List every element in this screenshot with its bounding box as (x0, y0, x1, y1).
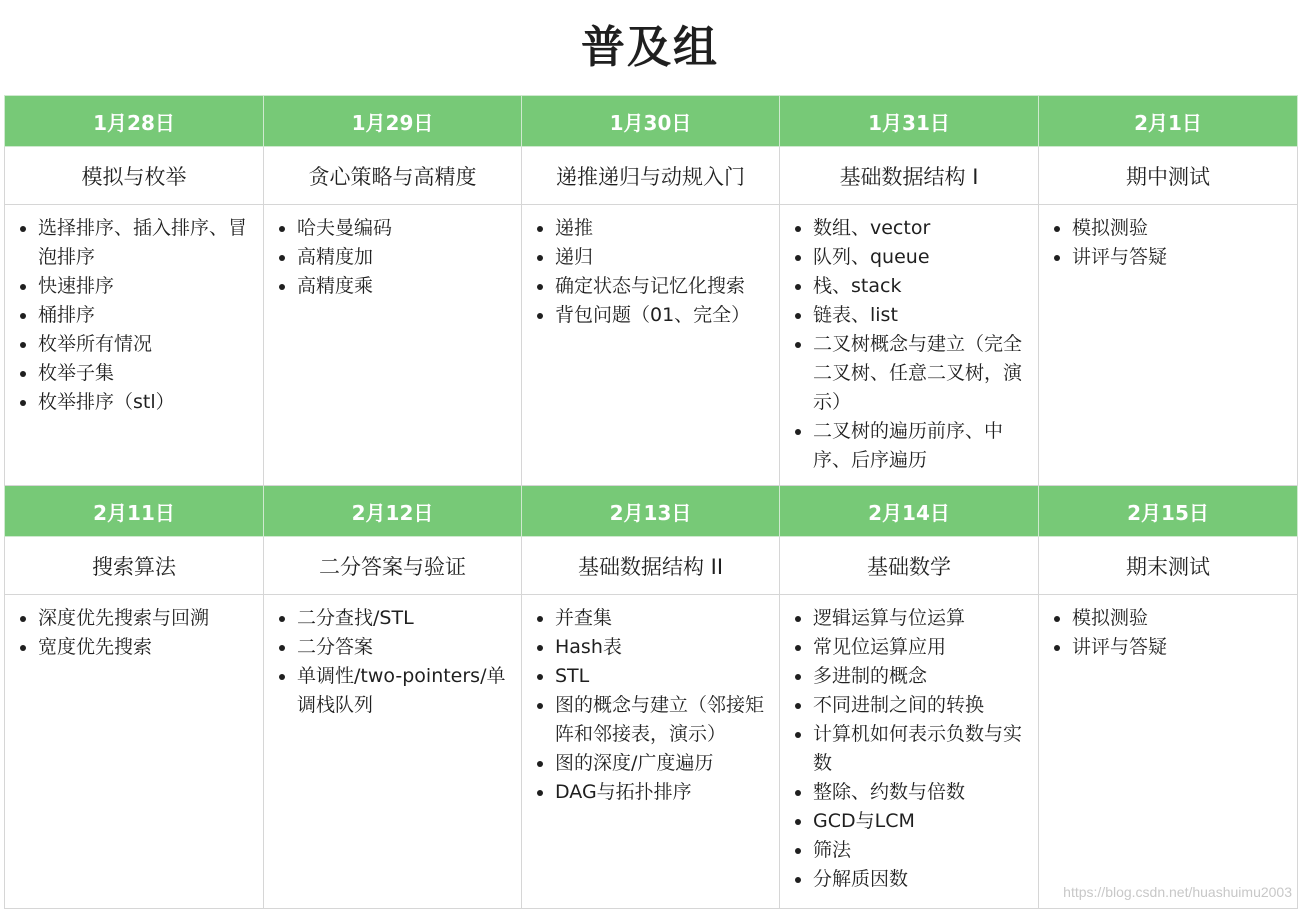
items-cell (5, 205, 264, 486)
list-item: • STL (555, 662, 771, 691)
list-item: • 确定状态与记忆化搜索 (555, 272, 771, 301)
list-item: • 二分答案 (297, 633, 513, 662)
list-item: • 二叉树概念与建立（完全二叉树、任意二叉树，演示） (813, 330, 1030, 417)
date-cell: 2月1日 (1039, 96, 1298, 147)
list-item: • 单调性/two-pointers/单调栈队列 (297, 662, 513, 720)
item-list (264, 214, 521, 301)
list-item: • 多进制的概念 (813, 662, 1030, 691)
topic-cell: 模拟与枚举 (5, 147, 264, 205)
list-item: • 并查集 (555, 604, 771, 633)
items-cell (1039, 595, 1298, 909)
list-item: • 筛法 (813, 836, 1030, 865)
list-item: • 二叉树的遍历前序、中序、后序遍历 (813, 417, 1030, 475)
list-item: • 递推 (555, 214, 771, 243)
list-item: • 不同进制之间的转换 (813, 691, 1030, 720)
list-item: • 宽度优先搜索 (38, 633, 255, 662)
list-item: • 枚举排序（stl） (38, 388, 255, 417)
items-cell (264, 205, 522, 486)
items-cell (264, 595, 522, 909)
item-list (5, 604, 263, 662)
list-item: • 高精度乘 (297, 272, 513, 301)
list-item: • 递归 (555, 243, 771, 272)
topic-cell: 基础数据结构 I (780, 147, 1039, 205)
schedule-table (4, 95, 1298, 909)
item-list (522, 604, 779, 807)
item-list (1039, 214, 1297, 272)
topic-cell: 贪心策略与高精度 (264, 147, 522, 205)
date-cell: 2月14日 (780, 486, 1039, 537)
list-item: • 计算机如何表示负数与实数 (813, 720, 1030, 778)
item-list (780, 214, 1038, 475)
list-item: • 枚举所有情况 (38, 330, 255, 359)
topic-cell: 基础数学 (780, 537, 1039, 595)
topic-cell: 搜索算法 (5, 537, 264, 595)
list-item: • 图的深度/广度遍历 (555, 749, 771, 778)
list-item: • 栈、stack (813, 272, 1030, 301)
list-item: • 图的概念与建立（邻接矩阵和邻接表，演示） (555, 691, 771, 749)
list-item: • 模拟测验 (1072, 214, 1289, 243)
list-item: • 高精度加 (297, 243, 513, 272)
list-item: • DAG与拓扑排序 (555, 778, 771, 807)
list-item: • 深度优先搜索与回溯 (38, 604, 255, 633)
items-cell (5, 595, 264, 909)
items-row (5, 205, 1298, 486)
date-row (5, 96, 1298, 147)
list-item: • 选择排序、插入排序、冒泡排序 (38, 214, 255, 272)
topic-cell: 期末测试 (1039, 537, 1298, 595)
list-item: • 快速排序 (38, 272, 255, 301)
list-item: • 逻辑运算与位运算 (813, 604, 1030, 633)
list-item: • 桶排序 (38, 301, 255, 330)
list-item: • 整除、约数与倍数 (813, 778, 1030, 807)
topic-cell: 二分答案与验证 (264, 537, 522, 595)
list-item: • 队列、queue (813, 243, 1030, 272)
list-item: • 讲评与答疑 (1072, 243, 1289, 272)
date-cell: 1月31日 (780, 96, 1039, 147)
item-list (780, 604, 1038, 894)
topic-cell: 基础数据结构 II (522, 537, 780, 595)
list-item: • Hash表 (555, 633, 771, 662)
list-item: • 分解质因数 (813, 865, 1030, 894)
list-item: • 哈夫曼编码 (297, 214, 513, 243)
date-cell: 1月29日 (264, 96, 522, 147)
items-cell (1039, 205, 1298, 486)
list-item: • 常见位运算应用 (813, 633, 1030, 662)
item-list (1039, 604, 1297, 662)
date-cell: 2月13日 (522, 486, 780, 537)
topic-cell: 期中测试 (1039, 147, 1298, 205)
list-item: • 背包问题（01、完全） (555, 301, 771, 330)
list-item: • 模拟测验 (1072, 604, 1289, 633)
date-cell: 2月15日 (1039, 486, 1298, 537)
watermark: https://blog.csdn.net/huashuimu2003 (1063, 884, 1292, 900)
date-cell: 2月12日 (264, 486, 522, 537)
items-cell (522, 205, 780, 486)
list-item: • 枚举子集 (38, 359, 255, 388)
items-row (5, 595, 1298, 909)
item-list (522, 214, 779, 330)
items-cell (522, 595, 780, 909)
item-list (5, 214, 263, 417)
items-cell (780, 205, 1039, 486)
list-item: • GCD与LCM (813, 807, 1030, 836)
topic-row (5, 537, 1298, 595)
list-item: • 讲评与答疑 (1072, 633, 1289, 662)
date-cell: 2月11日 (5, 486, 264, 537)
topic-row (5, 147, 1298, 205)
item-list (264, 604, 521, 720)
date-cell: 1月28日 (5, 96, 264, 147)
page-title: 普及组 (581, 22, 719, 73)
list-item: • 二分查找/STL (297, 604, 513, 633)
list-item: • 数组、vector (813, 214, 1030, 243)
topic-cell: 递推递归与动规入门 (522, 147, 780, 205)
date-row (5, 486, 1298, 537)
list-item: • 链表、list (813, 301, 1030, 330)
date-cell: 1月30日 (522, 96, 780, 147)
items-cell (780, 595, 1039, 909)
